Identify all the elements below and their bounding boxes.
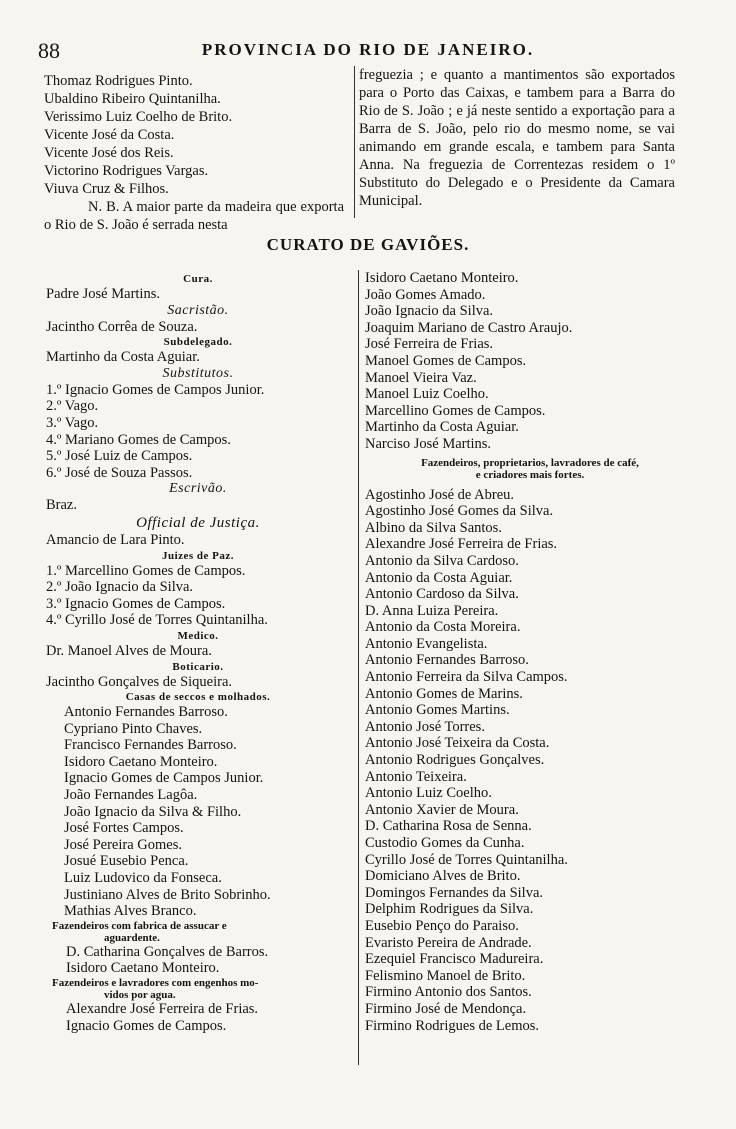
substituto-entry: 6.º José de Souza Passos. <box>46 464 193 481</box>
official-heading: Official de Justiça. <box>136 514 260 531</box>
page-number: 88 <box>38 38 60 63</box>
name-line: Viuva Cruz & Filhos. <box>44 181 169 197</box>
name-entry: Manoel Luiz Coelho. <box>365 386 489 403</box>
fazendeiro-entry: Firmino José de Mendonça. <box>365 1000 527 1017</box>
official-entry: Amancio de Lara Pinto. <box>46 531 185 548</box>
casa-entry: Mathias Alves Branco. <box>64 903 197 920</box>
name-entry: Martinho da Costa Aguiar. <box>365 419 519 436</box>
fazendeiro-entry: Antonio Gomes de Marins. <box>365 685 523 702</box>
engenhos-heading-line2: vidos por agua. <box>104 989 176 1001</box>
juiz-entry: 4.º Cyrillo José de Torres Quintanilha. <box>46 612 268 629</box>
name-entry: Isidoro Caetano Monteiro. <box>365 270 519 286</box>
fazendeiro-entry: Cyrillo José de Torres Quintanilha. <box>365 851 568 868</box>
fazendeiro-entry: Agostinho José de Abreu. <box>365 486 515 503</box>
nota-bene-paragraph: N. B. A maior parte da madeira que exporta o Rio de S. João é serrada nesta <box>44 199 344 233</box>
engenhos-heading-line1: Fazendeiros e lavradores com engenhos mo- <box>52 977 259 989</box>
name-line: Victorino Rodrigues Vargas. <box>44 163 209 179</box>
casa-entry: José Fortes Campos. <box>64 820 184 837</box>
substituto-entry: 5.º José Luiz de Campos. <box>46 448 193 465</box>
running-title: PROVINCIA DO RIO DE JANEIRO. <box>201 40 535 59</box>
fazendeiro-entry: D. Catharina Rosa de Senna. <box>365 818 532 835</box>
casa-entry: José Pereira Gomes. <box>64 836 182 853</box>
fazendeiro-entry: Antonio Fernandes Barroso. <box>365 652 529 669</box>
fabrica-heading-line1: Fazendeiros com fabrica de assucar e <box>52 919 227 932</box>
engenho-entry: Alexandre José Ferreira de Frias. <box>66 1001 259 1017</box>
name-entry: Joaquim Mariano de Castro Araujo. <box>365 319 573 336</box>
casa-entry: João Fernandes Lagôa. <box>64 787 198 804</box>
fabrica-entry: D. Catharina Gonçalves de Barros. <box>66 943 269 960</box>
fazendeiro-entry: Antonio Cardoso da Silva. <box>365 586 519 603</box>
juiz-entry: 1.º Marcellino Gomes de Campos. <box>46 562 246 579</box>
right-column <box>358 270 695 1065</box>
fazendeiro-entry: Antonio Teixeira. <box>365 768 467 785</box>
substituto-entry: 2.º Vago. <box>46 398 99 415</box>
fazendeiro-entry: Antonio Gomes Martins. <box>365 702 510 719</box>
section-title: CURATO DE GAVIÕES. <box>266 235 470 254</box>
casa-entry: Ignacio Gomes de Campos Junior. <box>64 770 264 787</box>
substitutos-heading: Substitutos. <box>162 365 234 381</box>
fazendeiro-entry: Eusebio Penço do Paraiso. <box>365 917 519 934</box>
fabrica-entry: Isidoro Caetano Monteiro. <box>66 960 220 977</box>
top-left-block <box>44 72 344 234</box>
casa-entry: Cypriano Pinto Chaves. <box>64 720 203 737</box>
fazendeiro-entry: Firmino Rodrigues de Lemos. <box>365 1017 539 1034</box>
fazendeiro-entry: Antonio Rodrigues Gonçalves. <box>365 752 545 769</box>
casa-entry: Josué Eusebio Penca. <box>64 853 189 870</box>
substituto-entry: 4.º Mariano Gomes de Campos. <box>46 431 231 448</box>
name-entry: João Gomes Amado. <box>365 286 486 303</box>
sacristao-entry: Jacintho Corrêa de Souza. <box>46 318 198 335</box>
juizes-heading: Juizes de Paz. <box>161 549 235 562</box>
casa-entry: João Ignacio da Silva & Filho. <box>64 803 242 820</box>
fabrica-heading-line2: aguardente. <box>104 931 160 944</box>
engenho-entry: Ignacio Gomes de Campos. <box>66 1017 227 1034</box>
left-column <box>46 272 350 1034</box>
name-line: Verissimo Luiz Coelho de Brito. <box>44 109 233 125</box>
fazendeiro-entry: Alexandre José Ferreira de Frias. <box>365 536 558 553</box>
sacristao-heading: Sacristão. <box>167 302 229 318</box>
medico-heading: Medico. <box>177 629 219 642</box>
fazendeiro-entry: Custodio Gomes da Cunha. <box>365 835 525 851</box>
fazendeiro-entry: Domiciano Alves de Brito. <box>365 868 521 885</box>
escrivao-heading: Escrivão. <box>169 481 227 497</box>
boticario-heading: Boticario. <box>172 660 224 673</box>
substituto-entry: 3.º Vago. <box>46 414 99 431</box>
substituto-entry: 1.º Ignacio Gomes de Campos Junior. <box>46 381 265 398</box>
fazendeiros-heading-line2: e criadores mais fortes. <box>475 468 585 481</box>
name-entry: Narciso José Martins. <box>365 435 492 452</box>
name-entry: João Ignacio da Silva. <box>365 303 494 320</box>
name-line: Vicente José da Costa. <box>44 127 175 143</box>
subdelegado-heading: Subdelegado. <box>163 336 233 349</box>
continuation-paragraph: freguezia ; e quanto a mantimentos são exportados para o Porto das Caixas, e tambem para a Barra do Rio de S. João ; e já neste sentido a exportação para a Barra de S. João, pelo rio do mesmo nome, se vai animando em grande escala, e tambem para Santa Anna. Na freguezia de Correntezas residem o 1º Substituto do Delegado e o Presidente da Camara Municipal. <box>359 67 675 209</box>
fazendeiro-entry: Ezequiel Francisco Madureira. <box>365 951 544 968</box>
fazendeiros-heading <box>365 457 695 481</box>
fabrica-heading <box>46 920 350 944</box>
fazendeiro-entry: Antonio Luiz Coelho. <box>365 785 492 802</box>
fazendeiro-entry: Antonio da Costa Moreira. <box>365 619 521 636</box>
cura-entry: Padre José Martins. <box>46 286 160 302</box>
juiz-entry: 3.º Ignacio Gomes de Campos. <box>46 595 226 612</box>
fazendeiro-entry: Antonio Xavier de Moura. <box>365 801 519 818</box>
fazendeiro-entry: Evaristo Pereira de Andrade. <box>365 934 532 951</box>
escrivao-entry: Braz. <box>46 497 77 514</box>
fazendeiro-entry: Antonio José Torres. <box>365 718 485 735</box>
fazendeiro-entry: Antonio Ferreira da Silva Campos. <box>365 669 568 686</box>
casa-entry: Isidoro Caetano Monteiro. <box>64 753 218 770</box>
top-right-block <box>354 66 675 218</box>
subdelegado-entry: Martinho da Costa Aguiar. <box>46 349 200 366</box>
engenhos-heading <box>46 977 350 1001</box>
casa-entry: Antonio Fernandes Barroso. <box>64 704 228 721</box>
fazendeiro-entry: D. Anna Luiza Pereira. <box>365 602 499 619</box>
name-entry: José Ferreira de Frias. <box>365 336 494 353</box>
casas-heading: Casas de seccos e molhados. <box>125 691 271 704</box>
fazendeiro-entry: Delphim Rodrigues da Silva. <box>365 901 534 918</box>
name-line: Ubaldino Ribeiro Quintanilha. <box>44 91 221 107</box>
fazendeiro-entry: Domingos Fernandes da Silva. <box>365 884 544 901</box>
fazendeiro-entry: Albino da Silva Santos. <box>365 519 502 536</box>
medico-entry: Dr. Manoel Alves de Moura. <box>46 642 212 659</box>
name-entry: Marcellino Gomes de Campos. <box>365 402 546 419</box>
casa-entry: Luiz Ludovico da Fonseca. <box>64 870 222 887</box>
casa-entry: Francisco Fernandes Barroso. <box>64 737 237 754</box>
cura-heading: Cura. <box>183 273 213 285</box>
name-entry: Manoel Gomes de Campos. <box>365 352 527 369</box>
name-line: Vicente José dos Reis. <box>44 145 174 161</box>
fazendeiro-entry: Firmino Antonio dos Santos. <box>365 984 532 1001</box>
boticario-entry: Jacintho Gonçalves de Siqueira. <box>46 673 233 690</box>
fazendeiro-entry: Antonio Evangelista. <box>365 635 488 652</box>
juiz-entry: 2.º João Ignacio da Silva. <box>46 579 194 596</box>
fazendeiros-heading-line1: Fazendeiros, proprietarios, lavradores de café, <box>421 456 639 469</box>
name-line: Thomaz Rodrigues Pinto. <box>44 73 193 89</box>
fazendeiro-entry: Antonio da Silva Cardoso. <box>365 552 519 569</box>
fazendeiro-entry: Antonio José Teixeira da Costa. <box>365 735 550 752</box>
fazendeiro-entry: Agostinho José Gomes da Silva. <box>365 503 554 520</box>
casa-entry: Justiniano Alves de Brito Sobrinho. <box>64 886 271 903</box>
fazendeiro-entry: Felismino Manoel de Brito. <box>365 967 526 984</box>
fazendeiro-entry: Antonio da Costa Aguiar. <box>365 569 513 586</box>
name-entry: Manoel Vieira Vaz. <box>365 369 477 386</box>
